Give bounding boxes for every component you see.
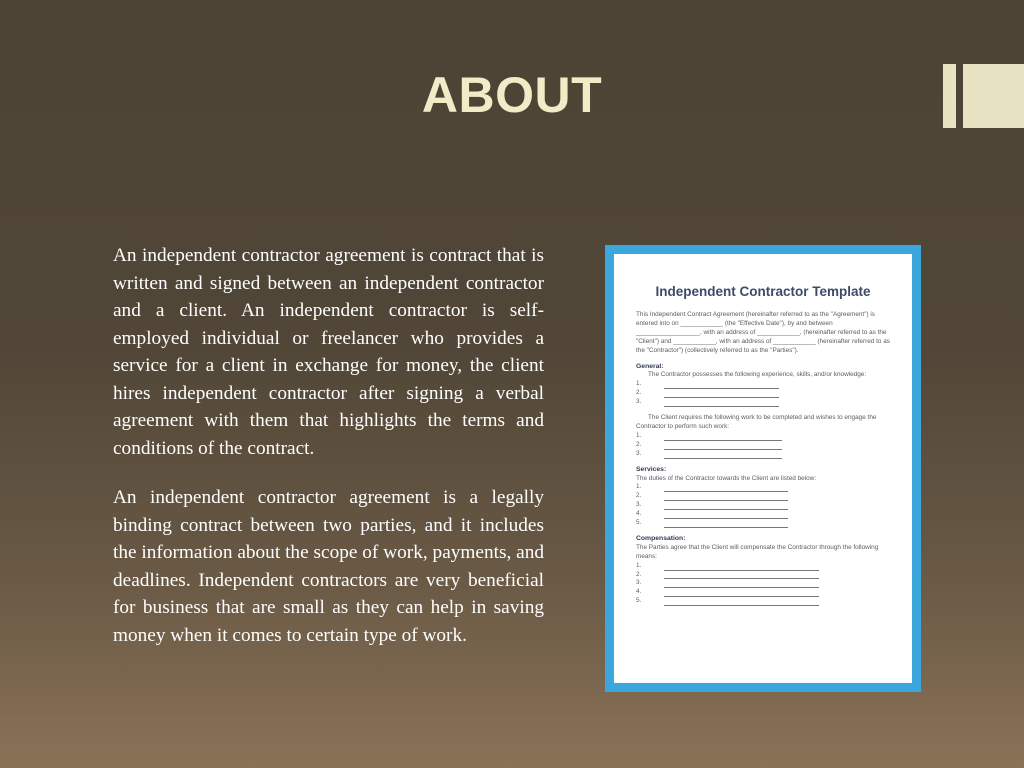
section-services — [636, 466, 890, 528]
list-item: 5. — [636, 519, 890, 528]
document-page — [614, 254, 912, 683]
blank-line — [664, 503, 788, 510]
list-item: 1. — [636, 432, 890, 441]
section-client-work — [636, 414, 890, 459]
blank-line — [664, 494, 788, 501]
list-item: 2. — [636, 441, 890, 450]
section-compensation — [636, 535, 890, 606]
list-item: 3. — [636, 579, 890, 588]
list-item: 4. — [636, 588, 890, 597]
list-item: 2. — [636, 571, 890, 580]
general-list — [636, 380, 890, 407]
list-item: 2. — [636, 492, 890, 501]
section-general-heading: General: — [636, 362, 664, 370]
blank-line — [664, 564, 819, 571]
blank-line — [664, 521, 788, 528]
section-general-desc: The Contractor possesses the following experience, skills, and/or knowledge: — [648, 371, 867, 379]
blank-line — [664, 599, 819, 606]
blank-line — [664, 400, 779, 407]
list-item: 3. — [636, 501, 890, 510]
document-image-frame — [605, 245, 921, 692]
compensation-list — [636, 562, 890, 607]
list-item: 5. — [636, 597, 890, 606]
list-item: 3. — [636, 398, 890, 407]
blank-line — [664, 434, 782, 441]
slide-title: ABOUT — [421, 67, 603, 123]
blank-line — [664, 391, 779, 398]
list-item: 3. — [636, 450, 890, 459]
body-text — [113, 242, 544, 671]
section-services-desc: The duties of the Contractor towards the Client are listed below: — [636, 474, 817, 482]
blank-line — [664, 512, 788, 519]
paragraph-2: An independent contractor agreement is a legally binding contract between two parties, and it includes the information about the scope of work, payments, and deadlines. Independent contractors are very beneficial for business that are small as they can help in saving money when it comes to certain type of work. — [113, 487, 544, 646]
section-client-work-desc: The Client requires the following work to be completed and wishes to engage the Contractor to perform such work: — [636, 414, 877, 430]
services-list — [636, 483, 890, 528]
blank-line — [664, 485, 788, 492]
section-services-heading: Services: — [636, 465, 667, 473]
section-compensation-desc: The Parties agree that the Client will compensate the Contractor through the following means: — [636, 543, 879, 560]
blank-line — [664, 581, 819, 588]
blank-line — [664, 452, 782, 459]
list-item: 2. — [636, 389, 890, 398]
client-work-list — [636, 432, 890, 459]
decorative-bar-thin — [943, 64, 956, 128]
decorative-bar-thick — [963, 64, 1024, 128]
blank-line — [664, 382, 779, 389]
list-item: 1. — [636, 380, 890, 389]
document-title: Independent Contractor Template — [655, 284, 871, 299]
section-general — [636, 363, 890, 408]
blank-line — [664, 443, 782, 450]
paragraph-1: An independent contractor agreement is contract that is written and signed between an independent contractor and a client. An independent contractor is self-employed individual or freelancer who provides a service for a client in exchange for money, the client hires independent contractor after signing a verbal agreement with them that highlights the terms and conditions of the contract. — [113, 245, 544, 459]
list-item: 1. — [636, 483, 890, 492]
blank-line — [664, 572, 819, 579]
list-item: 4. — [636, 510, 890, 519]
blank-line — [664, 590, 819, 597]
list-item: 1. — [636, 562, 890, 571]
document-intro: This Independent Contract Agreement (hereinafter referred to as the "Agreement") is entered into on ____________ (the "Effective Date"), by and between __________________, with an address of ____________, (hereinafter referred to as the "Client") and ____________, with an address of ____________ (hereinafter referred to as the "Contractor") (collectively referred to as the "Parties"). — [636, 311, 890, 354]
section-compensation-heading: Compensation: — [636, 534, 686, 542]
